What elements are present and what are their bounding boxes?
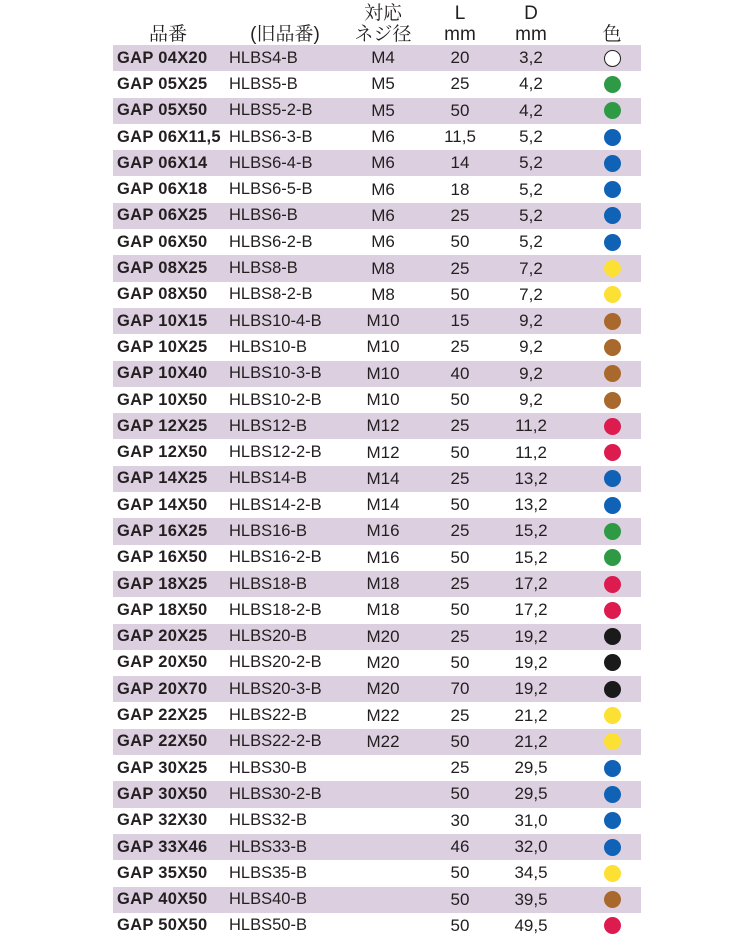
- part-number: GAP 30X25: [117, 758, 208, 777]
- diameter-mm: 5,2: [519, 179, 543, 199]
- thread-size: M5: [371, 100, 395, 120]
- part-number: GAP 16X25: [117, 521, 208, 540]
- header-length-line2: mm: [444, 24, 476, 45]
- color-cell: [583, 413, 641, 439]
- color-dot-icon: [604, 628, 621, 645]
- table-row: [113, 650, 641, 676]
- header-thread-size: [341, 0, 425, 44]
- thread-size: M8: [371, 258, 395, 278]
- thread-size: M6: [371, 205, 395, 225]
- length-mm: 50: [450, 600, 470, 620]
- color-cell: [583, 150, 641, 176]
- length-mm: 50: [450, 731, 470, 751]
- length-mm: 18: [450, 179, 470, 199]
- length-mm: 70: [450, 679, 470, 699]
- color-dot-icon: [604, 181, 621, 198]
- part-number: GAP 35X50: [117, 863, 208, 882]
- old-part-number: HLBS22-B: [229, 706, 307, 725]
- table-row: [113, 887, 641, 913]
- color-cell: [583, 124, 641, 150]
- old-part-number: HLBS16-B: [229, 521, 307, 540]
- length-mm: 11,5: [444, 127, 476, 147]
- thread-size: M14: [366, 495, 400, 515]
- diameter-mm: 34,5: [514, 863, 548, 883]
- color-cell: [583, 860, 641, 886]
- diameter-mm: 9,2: [519, 363, 543, 383]
- table-row: [113, 334, 641, 360]
- diameter-mm: 29,5: [514, 758, 548, 778]
- color-cell: [583, 203, 641, 229]
- old-part-number: HLBS5-2-B: [229, 101, 313, 120]
- old-part-number: HLBS50-B: [229, 916, 307, 935]
- diameter-mm: 3,2: [519, 48, 543, 68]
- thread-size: M12: [366, 442, 400, 462]
- part-number: GAP 32X30: [117, 811, 208, 830]
- part-number: GAP 10X15: [117, 311, 208, 330]
- color-dot-icon: [604, 50, 621, 67]
- length-mm: 50: [450, 495, 470, 515]
- color-cell: [583, 229, 641, 255]
- old-part-number: HLBS20-3-B: [229, 679, 322, 698]
- table-row: [113, 387, 641, 413]
- thread-size: M20: [366, 652, 400, 672]
- length-mm: 15: [450, 311, 470, 331]
- part-number: GAP 14X25: [117, 469, 208, 488]
- header-old-part-number: [225, 0, 345, 44]
- color-cell: [583, 887, 641, 913]
- color-cell: [583, 808, 641, 834]
- color-dot-icon: [604, 444, 621, 461]
- diameter-mm: 19,2: [514, 626, 548, 646]
- old-part-number: HLBS30-2-B: [229, 784, 322, 803]
- part-number: GAP 12X50: [117, 443, 208, 462]
- thread-size: M22: [366, 705, 400, 725]
- part-number: GAP 10X50: [117, 390, 208, 409]
- header-part-number: [113, 0, 223, 44]
- old-part-number: HLBS30-B: [229, 758, 307, 777]
- table-row: [113, 571, 641, 597]
- color-cell: [583, 781, 641, 807]
- color-cell: [583, 597, 641, 623]
- table-row: [113, 492, 641, 518]
- old-part-number: HLBS22-2-B: [229, 732, 322, 751]
- thread-size: M20: [366, 679, 400, 699]
- part-number: GAP 05X25: [117, 74, 208, 93]
- thread-size: M6: [371, 127, 395, 147]
- old-part-number: HLBS6-5-B: [229, 180, 313, 199]
- old-part-number: HLBS20-2-B: [229, 653, 322, 672]
- part-number: GAP 04X20: [117, 48, 208, 67]
- length-mm: 46: [450, 837, 470, 857]
- part-number: GAP 10X40: [117, 364, 208, 383]
- diameter-mm: 11,2: [515, 442, 547, 462]
- color-dot-icon: [604, 339, 621, 356]
- thread-size: M12: [366, 416, 400, 436]
- part-number: GAP 18X50: [117, 600, 208, 619]
- header-length-line1: L: [454, 3, 466, 24]
- color-dot-icon: [604, 234, 621, 251]
- part-number: GAP 20X50: [117, 653, 208, 672]
- thread-size: M6: [371, 232, 395, 252]
- table-row: [113, 124, 641, 150]
- length-mm: 14: [450, 153, 470, 173]
- color-dot-icon: [604, 313, 621, 330]
- diameter-mm: 7,2: [519, 284, 543, 304]
- thread-size: [341, 860, 425, 886]
- table-row: [113, 860, 641, 886]
- color-dot-icon: [604, 549, 621, 566]
- header-color-label: 色: [602, 24, 622, 45]
- length-mm: 40: [450, 363, 470, 383]
- color-cell: [583, 913, 641, 939]
- table-row: [113, 466, 641, 492]
- part-number: GAP 30X50: [117, 784, 208, 803]
- thread-size: M16: [366, 547, 400, 567]
- part-number: GAP 08X25: [117, 259, 208, 278]
- table-row: [113, 781, 641, 807]
- color-cell: [583, 702, 641, 728]
- color-dot-icon: [604, 865, 621, 882]
- color-cell: [583, 334, 641, 360]
- thread-size: [341, 781, 425, 807]
- diameter-mm: 9,2: [519, 311, 543, 331]
- header-diameter-line1: D: [524, 3, 538, 24]
- length-mm: 50: [450, 547, 470, 567]
- color-cell: [583, 571, 641, 597]
- color-cell: [583, 45, 641, 71]
- diameter-mm: 13,2: [514, 495, 548, 515]
- old-part-number: HLBS10-3-B: [229, 364, 322, 383]
- color-dot-icon: [604, 681, 621, 698]
- part-number: GAP 08X50: [117, 285, 208, 304]
- diameter-mm: 19,2: [514, 679, 548, 699]
- old-part-number: HLBS32-B: [229, 811, 307, 830]
- table-row: [113, 518, 641, 544]
- old-part-number: HLBS10-4-B: [229, 311, 322, 330]
- color-dot-icon: [604, 812, 621, 829]
- part-number: GAP 22X25: [117, 706, 208, 725]
- diameter-mm: 15,2: [514, 521, 548, 541]
- length-mm: 25: [450, 258, 470, 278]
- color-cell: [583, 624, 641, 650]
- diameter-mm: 5,2: [519, 127, 543, 147]
- color-cell: [583, 255, 641, 281]
- color-dot-icon: [604, 654, 621, 671]
- length-mm: 20: [450, 48, 470, 68]
- old-part-number: HLBS6-B: [229, 206, 298, 225]
- diameter-mm: 19,2: [514, 652, 548, 672]
- diameter-mm: 31,0: [514, 810, 548, 830]
- color-cell: [583, 439, 641, 465]
- color-dot-icon: [604, 155, 621, 172]
- color-cell: [583, 729, 641, 755]
- thread-size: M4: [371, 48, 395, 68]
- table-row: [113, 45, 641, 71]
- old-part-number: HLBS20-B: [229, 627, 307, 646]
- table-row: [113, 176, 641, 202]
- color-cell: [583, 71, 641, 97]
- length-mm: 50: [450, 232, 470, 252]
- part-number: GAP 22X50: [117, 732, 208, 751]
- length-mm: 30: [450, 810, 470, 830]
- color-dot-icon: [604, 760, 621, 777]
- part-number: GAP 20X70: [117, 679, 208, 698]
- old-part-number: HLBS14-B: [229, 469, 307, 488]
- color-cell: [583, 518, 641, 544]
- color-dot-icon: [604, 786, 621, 803]
- table-row: [113, 203, 641, 229]
- table-row: [113, 413, 641, 439]
- part-number: GAP 12X25: [117, 416, 208, 435]
- thread-size: M18: [366, 574, 400, 594]
- diameter-mm: 17,2: [514, 600, 548, 620]
- old-part-number: HLBS6-2-B: [229, 232, 313, 251]
- thread-size: M10: [366, 390, 400, 409]
- diameter-mm: 9,2: [519, 337, 543, 357]
- length-mm: 50: [450, 652, 470, 672]
- color-dot-icon: [604, 76, 621, 93]
- table-row: [113, 439, 641, 465]
- diameter-mm: 4,2: [519, 100, 543, 120]
- color-dot-icon: [604, 365, 621, 382]
- color-dot-icon: [604, 260, 621, 277]
- length-mm: 50: [450, 100, 470, 120]
- diameter-mm: 32,0: [514, 837, 548, 857]
- color-dot-icon: [604, 576, 621, 593]
- color-dot-icon: [604, 497, 621, 514]
- length-mm: 25: [450, 758, 470, 778]
- color-cell: [583, 98, 641, 124]
- color-dot-icon: [604, 102, 621, 119]
- length-mm: 50: [450, 284, 470, 304]
- part-number: GAP 40X50: [117, 890, 208, 909]
- diameter-mm: 5,2: [519, 232, 543, 252]
- table-row: [113, 834, 641, 860]
- diameter-mm: 21,2: [514, 731, 548, 751]
- color-cell: [583, 466, 641, 492]
- thread-size: M14: [366, 468, 400, 488]
- header-diameter-line2: mm: [515, 24, 547, 45]
- spec-table-body: [113, 45, 641, 939]
- color-dot-icon: [604, 129, 621, 146]
- color-cell: [583, 834, 641, 860]
- table-row: [113, 545, 641, 571]
- table-row: [113, 624, 641, 650]
- color-cell: [583, 755, 641, 781]
- part-number: GAP 05X50: [117, 101, 208, 120]
- old-part-number: HLBS5-B: [229, 74, 298, 93]
- part-number: GAP 50X50: [117, 916, 208, 935]
- length-mm: 25: [450, 337, 470, 357]
- color-dot-icon: [604, 418, 621, 435]
- color-dot-icon: [604, 470, 621, 487]
- table-row: [113, 729, 641, 755]
- table-row: [113, 282, 641, 308]
- length-mm: 25: [450, 705, 470, 725]
- thread-size: M10: [366, 337, 400, 357]
- color-dot-icon: [604, 523, 621, 540]
- length-mm: 50: [450, 442, 470, 462]
- length-mm: 25: [450, 468, 470, 488]
- table-row: [113, 229, 641, 255]
- old-part-number: HLBS6-4-B: [229, 153, 313, 172]
- part-number: GAP 06X18: [117, 180, 208, 199]
- length-mm: 50: [450, 390, 470, 409]
- diameter-mm: 29,5: [514, 784, 548, 804]
- color-cell: [583, 387, 641, 413]
- table-row: [113, 150, 641, 176]
- length-mm: 50: [450, 889, 470, 909]
- color-cell: [583, 308, 641, 334]
- diameter-mm: 17,2: [514, 574, 548, 594]
- old-part-number: HLBS10-2-B: [229, 390, 322, 409]
- color-dot-icon: [604, 392, 621, 409]
- old-part-number: HLBS8-2-B: [229, 285, 313, 304]
- diameter-mm: 15,2: [514, 547, 548, 567]
- thread-size: [341, 913, 425, 939]
- length-mm: 50: [450, 784, 470, 804]
- color-dot-icon: [604, 733, 621, 750]
- header-thread-size-line2: ネジ径: [354, 24, 412, 45]
- length-mm: 25: [450, 574, 470, 594]
- part-number: GAP 06X50: [117, 232, 208, 251]
- header-color: [583, 0, 641, 44]
- old-part-number: HLBS40-B: [229, 890, 307, 909]
- part-number: GAP 10X25: [117, 337, 208, 356]
- part-number: GAP 06X11,5: [117, 127, 221, 146]
- color-cell: [583, 176, 641, 202]
- thread-size: M6: [371, 153, 395, 173]
- table-row: [113, 702, 641, 728]
- table-header: [113, 0, 641, 44]
- length-mm: 50: [450, 915, 470, 935]
- thread-size: M18: [366, 600, 400, 620]
- diameter-mm: 11,2: [515, 416, 547, 436]
- table-row: [113, 98, 641, 124]
- color-cell: [583, 676, 641, 702]
- diameter-mm: 21,2: [514, 705, 548, 725]
- old-part-number: HLBS33-B: [229, 837, 307, 856]
- thread-size: [341, 755, 425, 781]
- part-number: GAP 14X50: [117, 495, 208, 514]
- old-part-number: HLBS35-B: [229, 863, 307, 882]
- thread-size: [341, 808, 425, 834]
- old-part-number: HLBS4-B: [229, 48, 298, 67]
- color-dot-icon: [604, 917, 621, 934]
- thread-size: [341, 834, 425, 860]
- old-part-number: HLBS12-2-B: [229, 443, 322, 462]
- old-part-number: HLBS10-B: [229, 337, 307, 356]
- diameter-mm: 49,5: [514, 915, 548, 935]
- old-part-number: HLBS16-2-B: [229, 548, 322, 567]
- diameter-mm: 7,2: [519, 258, 543, 278]
- old-part-number: HLBS18-B: [229, 574, 307, 593]
- color-cell: [583, 545, 641, 571]
- thread-size: [341, 887, 425, 913]
- old-part-number: HLBS14-2-B: [229, 495, 322, 514]
- table-row: [113, 308, 641, 334]
- old-part-number: HLBS8-B: [229, 259, 298, 278]
- diameter-mm: 5,2: [519, 205, 543, 225]
- thread-size: M20: [366, 626, 400, 646]
- thread-size: M10: [366, 363, 400, 383]
- header-old-part-number-label: (旧品番): [250, 24, 320, 45]
- color-cell: [583, 282, 641, 308]
- length-mm: 25: [450, 205, 470, 225]
- old-part-number: HLBS12-B: [229, 416, 307, 435]
- part-number: GAP 18X25: [117, 574, 208, 593]
- part-number: GAP 33X46: [117, 837, 208, 856]
- length-mm: 50: [450, 863, 470, 883]
- diameter-mm: 4,2: [519, 74, 543, 94]
- color-cell: [583, 361, 641, 387]
- thread-size: M10: [366, 311, 400, 331]
- header-length: [429, 0, 491, 44]
- length-mm: 25: [450, 521, 470, 541]
- table-row: [113, 361, 641, 387]
- header-thread-size-line1: 対応: [363, 3, 402, 24]
- table-row: [113, 255, 641, 281]
- thread-size: M6: [371, 179, 395, 199]
- header-diameter: [495, 0, 567, 44]
- diameter-mm: 39,5: [514, 889, 548, 909]
- old-part-number: HLBS6-3-B: [229, 127, 313, 146]
- header-part-number-label: 品番: [148, 24, 187, 45]
- color-dot-icon: [604, 839, 621, 856]
- part-number: GAP 16X50: [117, 548, 208, 567]
- length-mm: 25: [450, 74, 470, 94]
- diameter-mm: 9,2: [519, 390, 543, 409]
- table-row: [113, 808, 641, 834]
- diameter-mm: 13,2: [514, 468, 548, 488]
- color-dot-icon: [604, 602, 621, 619]
- thread-size: M22: [366, 731, 400, 751]
- thread-size: M8: [371, 284, 395, 304]
- part-number: GAP 20X25: [117, 627, 208, 646]
- thread-size: M16: [366, 521, 400, 541]
- table-row: [113, 913, 641, 939]
- diameter-mm: 5,2: [519, 153, 543, 173]
- old-part-number: HLBS18-2-B: [229, 600, 322, 619]
- thread-size: M5: [371, 74, 395, 94]
- color-cell: [583, 650, 641, 676]
- color-dot-icon: [604, 207, 621, 224]
- color-cell: [583, 492, 641, 518]
- table-row: [113, 755, 641, 781]
- table-row: [113, 676, 641, 702]
- table-row: [113, 71, 641, 97]
- color-dot-icon: [604, 891, 621, 908]
- length-mm: 25: [450, 416, 470, 436]
- table-row: [113, 597, 641, 623]
- color-dot-icon: [604, 707, 621, 724]
- color-dot-icon: [604, 286, 621, 303]
- part-number: GAP 06X25: [117, 206, 208, 225]
- length-mm: 25: [450, 626, 470, 646]
- part-number: GAP 06X14: [117, 153, 208, 172]
